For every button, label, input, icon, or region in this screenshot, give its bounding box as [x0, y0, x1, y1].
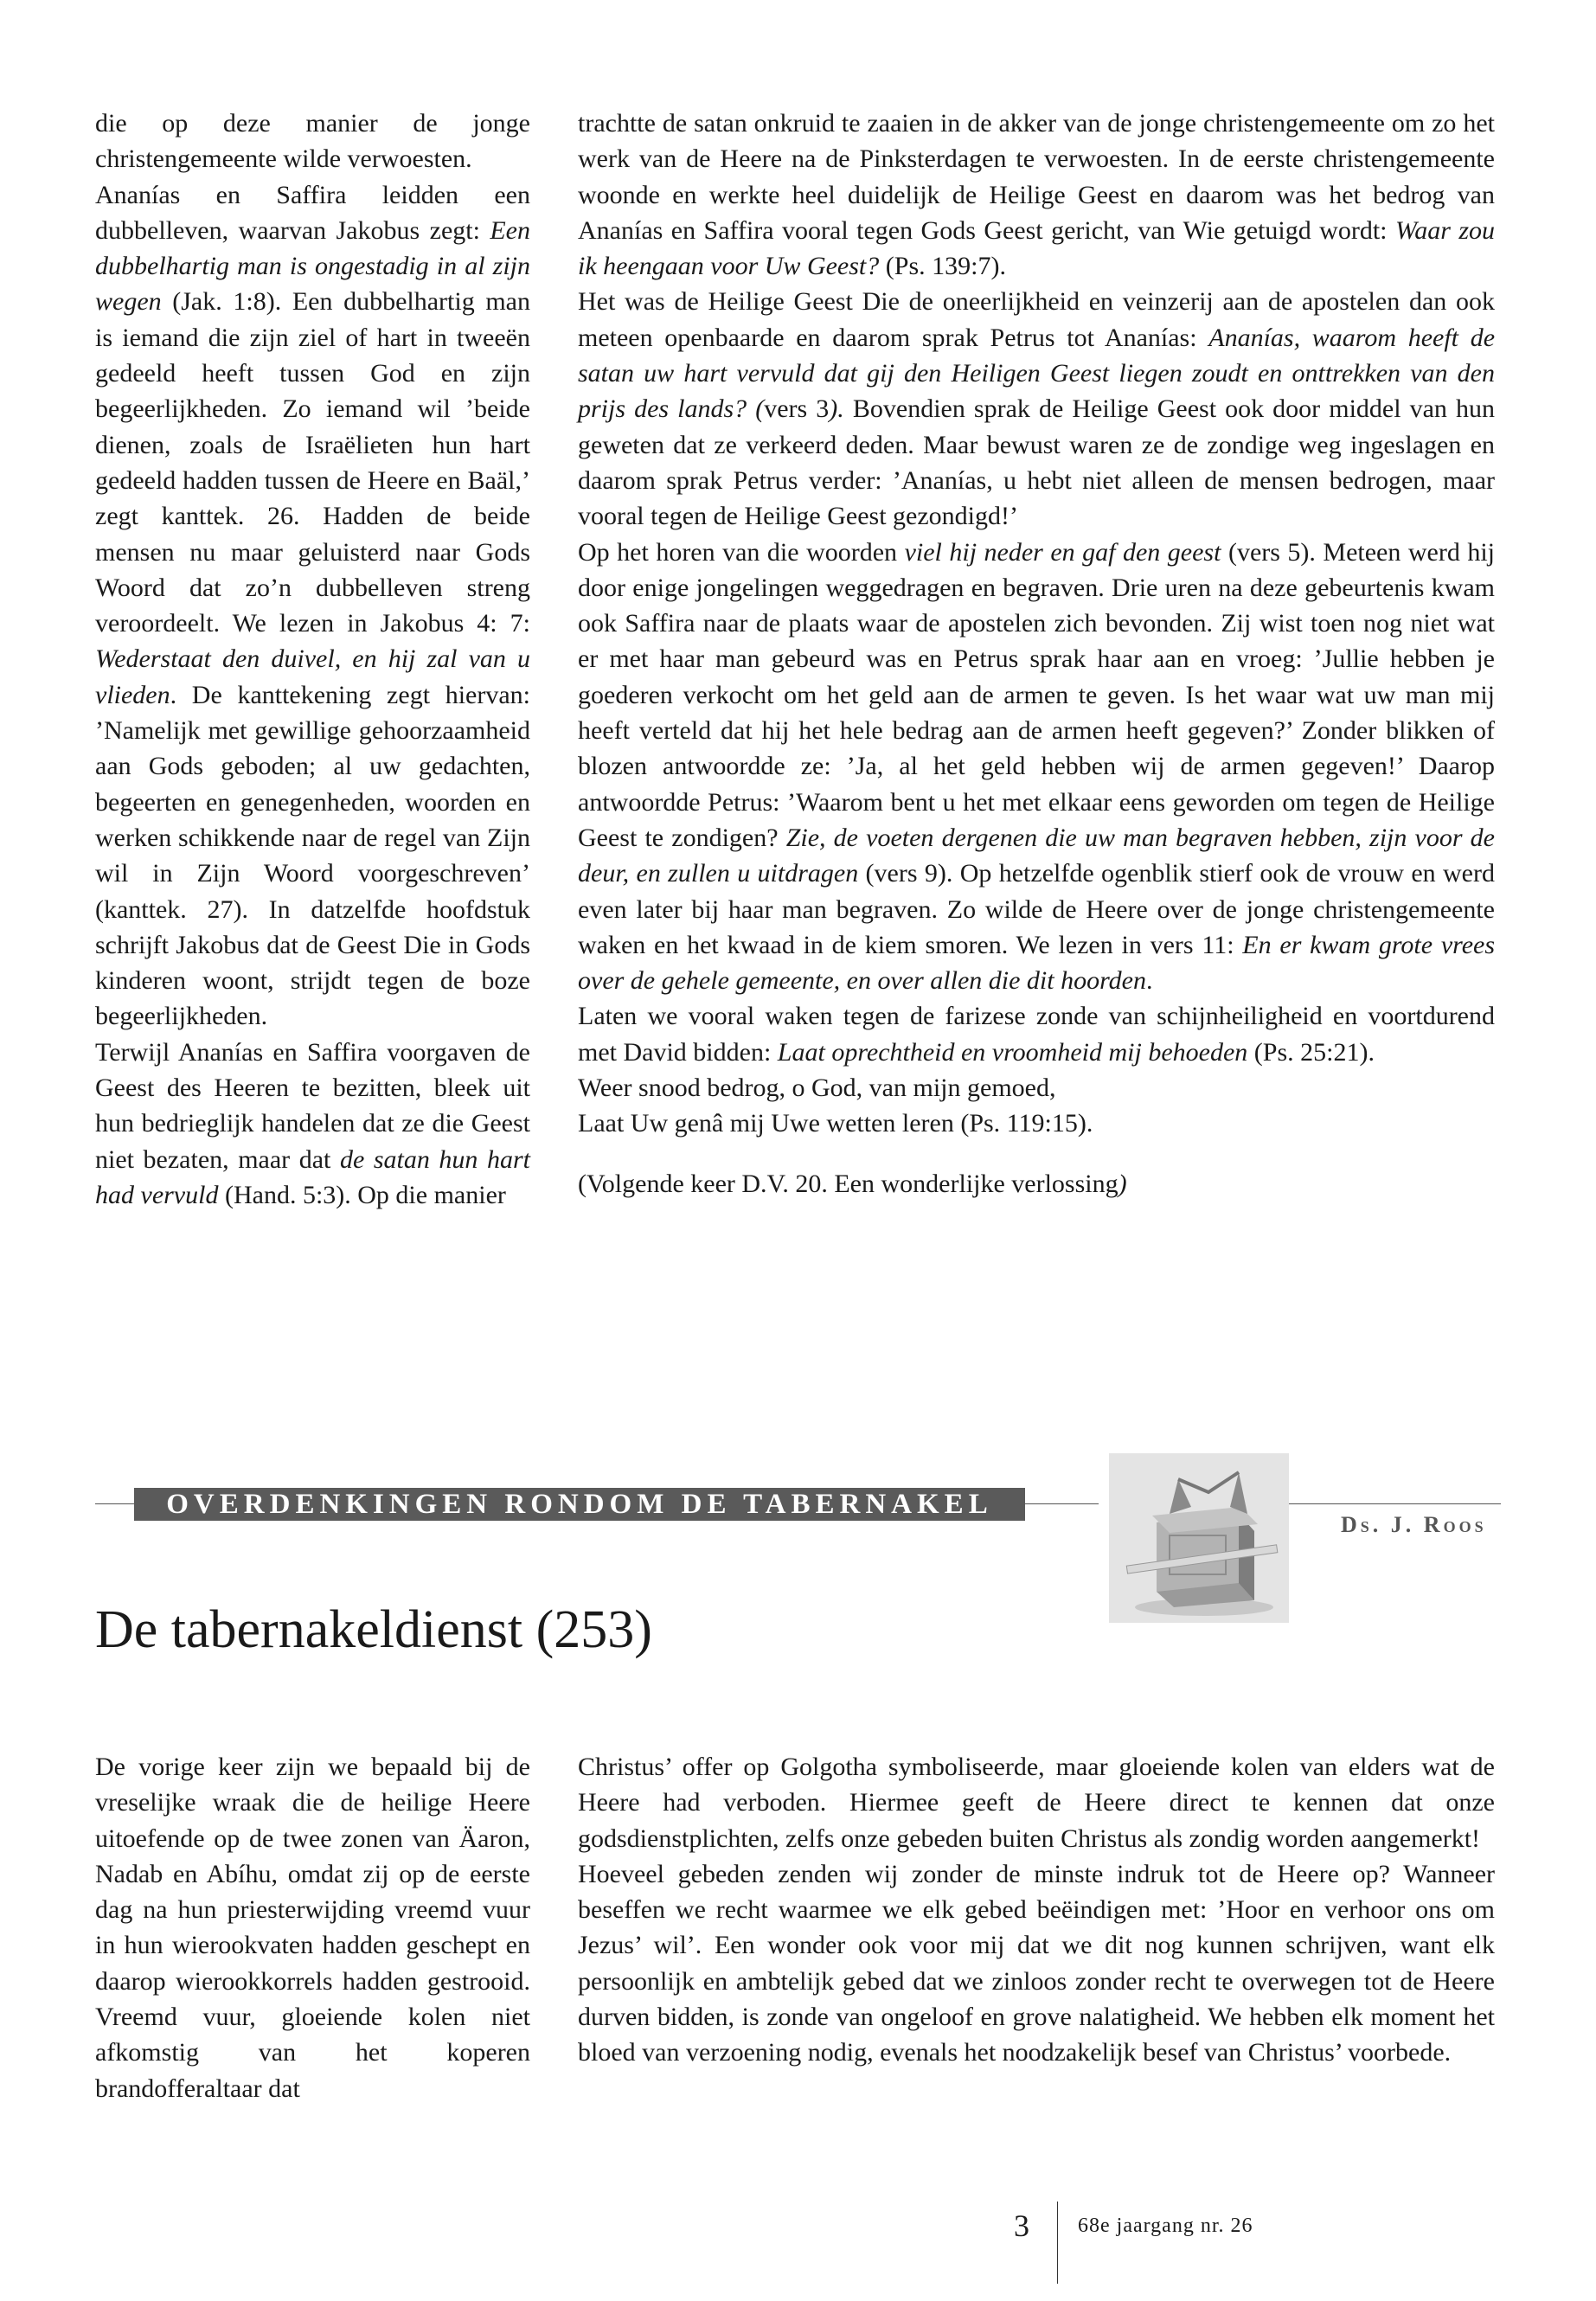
- text: (vers 9). Op hetzelfde ogenblik stierf ook de vrouw en werd even later bij haar man begraven. Zo wilde de Heere over de jonge christengemeente waken en het kwaad in de kiem smoren. We lezen in vers 11:: [578, 859, 1495, 959]
- paragraph: Hoeveel gebeden zenden wij zonder de minste indruk tot de Heere op? Wanneer beseffen we recht waarmee we elk gebed beëindigen met: ’Hoor en verhoor ons om Jezus’ wil’. Een wonder ook voor mij dat we dit nog kunnen schrijven, want elk persoonlijk en ambtelijk gebed dat we zinloos zonder recht te overwegen tot de Heere durven bidden, is zonde van ongeloof en grove nalatigheid. We hebben elk moment het bloed van verzoening nodig, evenals het noodzakelijk besef van Christus’ voorbede.: [578, 1859, 1495, 2067]
- text: (vers 5). Meteen werd hij door enige jongelingen weggedragen en begraven. Drie uren na deze gebeurtenis kwam ook Saffira naar de plaats waar de apostelen zich bevonden. Zij wist toen nog niet wat er met haar man gebeurd was en Petrus sprak haar aan en vroeg: ’Jullie hebben je goederen verkocht om het geld aan de armen te geven. Is het waar wat uw man mij heeft verteld dat hij het hele bedrag aan de armen heeft gegeven?’ Zonder blikken of blozen antwoordde ze: ’Ja, al het geld hebben wij de armen gegeven!’ Daarop antwoordde Petrus: ’Waarom bent u het met elkaar eens geworden om tegen de Heilige Geest te zondigen?: [578, 537, 1496, 852]
- text: .: [1145, 966, 1153, 996]
- text: Het was de Heilige Geest Die de oneerlijkheid en veinzerij aan de apostelen dan ook meteen openbaarde en daarom sprak Petrus tot Ananías:: [578, 287, 1495, 352]
- text: (Volgende keer D.V. 20. Een wonderlijke verlossing: [578, 1169, 1118, 1198]
- quote: Waar zou ik heengaan voor Uw Geest?: [578, 215, 1496, 281]
- author-name: Ds. J. Roos: [1341, 1512, 1487, 1537]
- verse-line: Laat Uw genâ mij Uwe wetten leren (Ps. 119:15).: [578, 1109, 1093, 1138]
- paragraph: De vorige keer zijn we bepaald bij de vreselijke wraak die de heilige Heere uitoefende op de twee zonen van Äaron, Nadab en Abíhu, omdat zij op de eerste dag na hun priesterwijding vreemd vuur in hun wierookvaten hadden geschept en daarop wierookkorrels hadden gestrooid. Vreemd vuur, gloeiende kolen niet afkomstig van het koperen brandofferaltaar dat: [95, 1753, 530, 2103]
- quote: Een dubbelhartig man is ongestadig in al zijn wegen: [95, 215, 530, 317]
- quote: Zie, de voeten dergenen die uw man begraven hebben, zijn voor de deur, en zullen u uitdragen: [578, 823, 1495, 888]
- page-number: 3: [1014, 2208, 1029, 2243]
- left-column: [95, 106, 530, 1213]
- paragraph: [578, 535, 1495, 999]
- next-episode-note: [578, 1166, 1495, 1202]
- paragraph: Christus’ offer op Golgotha symboliseerde, maar gloeiende kolen van elders wat de Heere had verboden. Hiermee geeft de Heere direct te kennen dat onze godsdienstplichten, zelfs onze gebeden buiten Christus als zondig worden aangemerkt!: [578, 1753, 1495, 1853]
- ark-icon: [1109, 1453, 1289, 1623]
- quote: viel hij neder en gaf den geest: [904, 537, 1221, 567]
- quote: Ananías, waarom heeft de satan uw hart vervuld dat gij den Heiligen Geest liegen zoudt en onttrekken van den prijs des lands? (: [578, 323, 1496, 424]
- text: Laten we vooral waken tegen de farizese zonde van schijnheiligheid en voortdurend met David bidden:: [578, 1002, 1495, 1067]
- text: vers 3: [764, 394, 830, 424]
- psalm-verse: [578, 1070, 1495, 1142]
- text: Bovendien sprak de Heilige Geest ook door middel van hun geweten dat ze verkeerd deden. Maar bewust waren ze de zondige weg ingeslagen en daarom sprak Petrus verder: ’Ananías, u hebt niet alleen de mensen bedrogen, maar vooral tegen de Heilige Geest gezondigd!’: [578, 394, 1496, 531]
- paragraph: die op deze manier de jonge christengemeente wilde verwoesten.: [95, 109, 530, 174]
- paragraph: [578, 106, 1495, 284]
- ark-of-covenant-illustration: [1109, 1453, 1289, 1623]
- text: (Ps. 25:21).: [1247, 1037, 1375, 1067]
- paragraph: [578, 284, 1495, 534]
- paragraph: [95, 1035, 530, 1213]
- quote: Wederstaat den duivel, en hij zal van u vlieden: [95, 644, 530, 709]
- quote: de satan hun hart had vervuld: [95, 1144, 530, 1209]
- quote: En er kwam grote vrees over de gehele gemeente, en over allen die dit hoorden: [578, 930, 1496, 996]
- article-title: De tabernakeldienst (253): [95, 1600, 652, 1659]
- text: trachtte de satan onkruid te zaaien in de akker van de jonge christengemeente om zo het werk van de Heere na de Pinksterdagen te verwoesten. In de eerste christengemeente woonde en werkte heel duidelijk de Heilige Geest en daarom was het bedrog van Ananías en Saffira vooral tegen Gods Geest gericht, van Wie getuigd wordt:: [578, 109, 1495, 245]
- footer-divider: [1057, 2202, 1058, 2284]
- right-column: [578, 106, 1495, 1202]
- quote: ).: [829, 394, 844, 424]
- text: (Jak. 1:8). Een dubbelhartig man is iemand die zijn ziel of hart in tweeën gedeeld heeft tussen God en zijn begeerlijkheden. Zo iemand wil ’beide dienen, zoals de Israëlieten hun hart gedeeld hadden tussen de Heere en Baäl,’ zegt kanttek. 26. Hadden de beide mensen nu maar geluisterd naar Gods Woord dat zo’n dubbelleven streng veroordeelt. We lezen in Jakobus 4: 7:: [95, 287, 530, 638]
- header-rule: [1289, 1503, 1501, 1504]
- text: (Hand. 5:3). Op die manier: [218, 1180, 506, 1209]
- text: Ananías en Saffira leidden een dubbelleven, waarvan Jakobus zegt:: [95, 180, 530, 245]
- paragraph: [578, 998, 1495, 1070]
- text: (Ps. 139:7).: [879, 252, 1006, 281]
- article-right-column: [578, 1749, 1495, 2071]
- text: . De kanttekening zegt hiervan: ’Namelijk met gewillige gehoorzaamheid aan Gods geboden; al uw gedachten, begeerten en genegenheden, woorden en werken schikkende naar de regel van Zijn wil in Zijn Woord voorgeschreven’ (kanttek. 27). In datzelfde hoofdstuk schrijft Jakobus dat de Geest Die in Gods kinderen woont, strijdt tegen de boze begeerlijkheden.: [95, 680, 530, 1031]
- text: Terwijl Ananías en Saffira voorgaven de Geest des Heeren te bezitten, bleek uit hun bedrieglijk handelen dat ze die Geest niet bezaten, maar dat: [95, 1037, 530, 1174]
- verse-line: Weer snood bedrog, o God, van mijn gemoed,: [578, 1074, 1056, 1103]
- text: ): [1118, 1169, 1127, 1198]
- paragraph: [95, 177, 530, 1035]
- issue-info: 68e jaargang nr. 26: [1078, 2214, 1253, 2237]
- section-banner: OVERDENKINGEN RONDOM DE TABERNAKEL: [134, 1488, 1025, 1521]
- article-left-column: [95, 1749, 530, 2106]
- text: Op het horen van die woorden: [578, 537, 905, 567]
- quote: Laat oprechtheid en vroomheid mij behoeden: [777, 1037, 1248, 1067]
